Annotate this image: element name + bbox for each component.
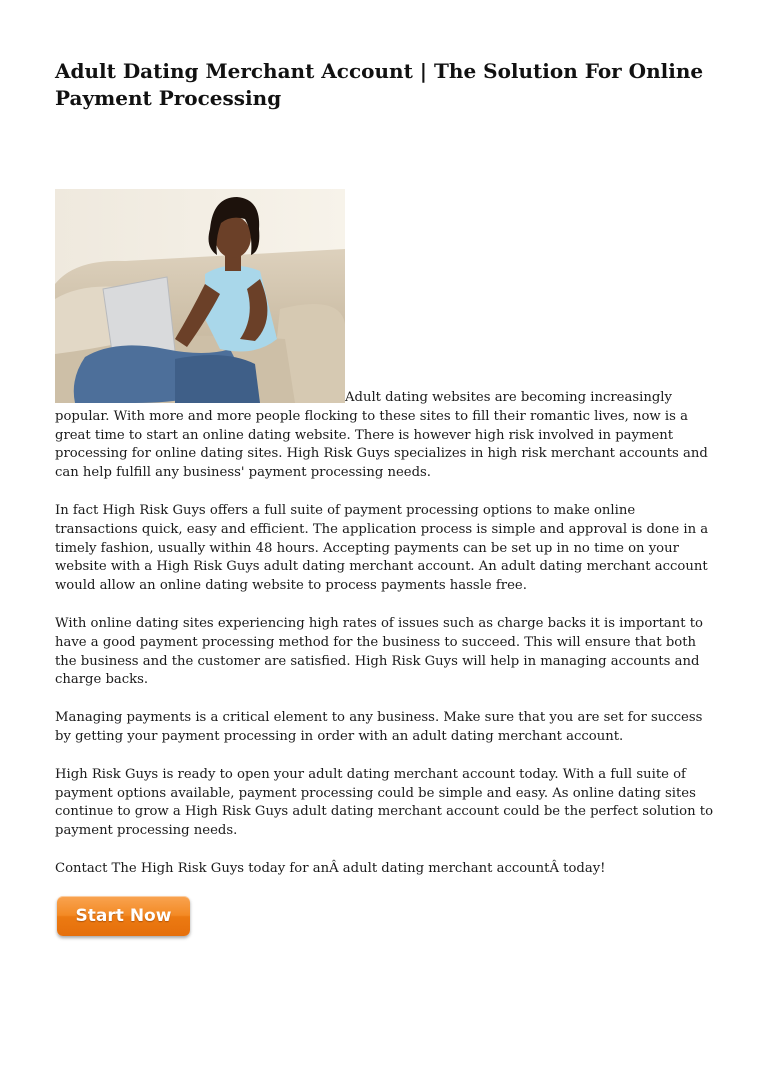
- intro-paragraph: [55, 189, 715, 483]
- paragraph-contact: Contact The High Risk Guys today for anÂ adult dating merchant accountÂ today!: [55, 860, 606, 876]
- page-title: Adult Dating Merchant Account | The Solution For Online Payment Processing: [55, 59, 704, 110]
- woman-laptop-photo: [55, 189, 345, 403]
- paragraph-offerings: In fact High Risk Guys offers a full suite of payment processing options to make online transactions quick, easy and efficient. The application process is simple and approval is done in a timely fashion, usually within 48 hours. Accepting payments can be set up in no time on your website with a High Risk Guys adult dating merchant account. An adult dating merchant account would allow an online dating website to process payments hassle free.: [55, 502, 709, 594]
- paragraph-managing-payments: Managing payments is a critical element to any business. Make sure that you are set for success by getting your payment processing in order with an adult dating merchant account.: [55, 710, 703, 744]
- document-page: [55, 58, 715, 898]
- paragraph-open-account: High Risk Guys is ready to open your adult dating merchant account today. With a full suite of payment options available, payment processing could be simple and easy. As online dating sites continue to grow a High Risk Guys adult dating merchant account could be the perfect solution to payment processing needs.: [55, 766, 714, 839]
- paragraph-chargebacks: With online dating sites experiencing high rates of issues such as charge backs it is important to have a good payment processing method for the business to succeed. This will ensure that both the business and the customer are satisfied. High Risk Guys will help in managing accounts and charge backs.: [55, 615, 703, 688]
- paragraph-spacer: [55, 483, 715, 502]
- start-now-button[interactable]: Start Now: [57, 896, 190, 936]
- intro-text: Adult dating websites are becoming increasingly popular. With more and more people flocking to these sites to fill their romantic lives, now is a great time to start an online dating website. There is however high risk involved in payment processing for online dating sites. High Risk Guys specializes in high risk merchant accounts and can help fulfill any business' payment processing needs.: [55, 390, 708, 481]
